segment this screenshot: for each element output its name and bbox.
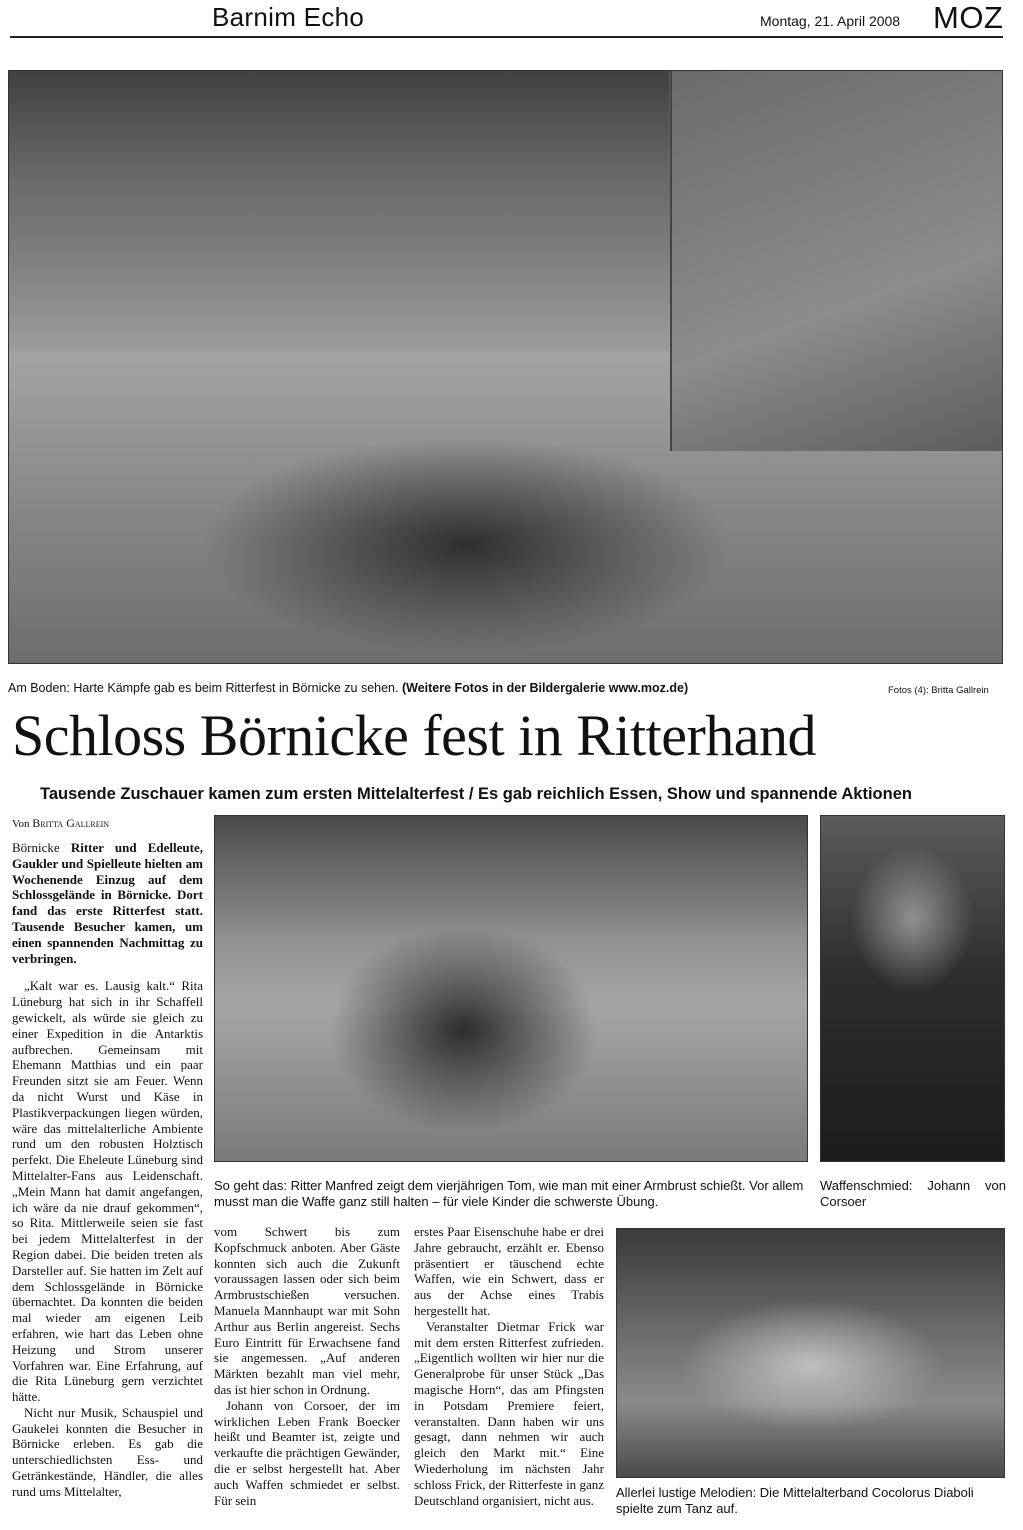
gallery-link[interactable]: (Weitere Fotos in der Bildergalerie www.moz.de)	[401, 681, 689, 695]
paragraph: Veranstalter Dietmar Frick war mit dem ersten Ritterfest zufrieden. „Eigentlich wollten wir hier nur die Generalprobe für unser Stück „Das magische Horn“, das am Pfingsten in Potsdam Premiere feiert, veranstalten. Dann haben wir uns gesagt, dann nehmen wir auch gleich den Markt mit.“ Eine Wiederholung im nächsten Jahr schloss Frick, der Ritterfeste in ganz Deutschland organisiert, nicht aus.	[414, 1318, 604, 1508]
article-headline: Schloss Börnicke fest in Ritterhand	[12, 703, 817, 768]
header-divider	[10, 36, 1003, 38]
photo-tent-area	[670, 71, 1002, 451]
byline-prefix: Von	[12, 818, 30, 830]
weaponsmith-photo-caption: Waffenschmied: Johann von Corsoer	[820, 1178, 1006, 1209]
article-lead	[12, 840, 203, 966]
newspaper-logo: MOZ	[933, 0, 1004, 35]
paragraph: vom Schwert bis zum Kopfschmuck anboten. Aber Gäste konnten sich auch die Zukunft voraussagen lassen oder sich beim Armbrustschießen versuchen. Manuela Mannhaupt war mit Sohn Arthur aus Berlin angereist. Sechs Euro Eintritt für Erwachsene fand sie angemessen. „Auf anderen Märkten bezahlt man viel mehr, das ist hier schon in Ordnung.	[214, 1224, 400, 1397]
article-column-2	[214, 1224, 400, 1508]
section-title: Barnim Echo	[212, 2, 365, 32]
band-photo-caption: Allerlei lustige Melodien: Die Mittelalterband Cocolorus Diaboli spielte zum Tanz auf.	[616, 1485, 974, 1516]
weaponsmith-photo	[820, 815, 1005, 1162]
article-column-1	[12, 840, 203, 1500]
issue-date: Montag, 21. April 2008	[760, 13, 901, 29]
byline-author: Britta Gallrein	[32, 816, 110, 830]
article-subheadline: Tausende Zuschauer kamen zum ersten Mittelalterfest / Es gab reichlich Essen, Show und spannende Aktionen	[40, 785, 912, 803]
paragraph: „Kalt war es. Lausig kalt.“ Rita Lüneburg hat sich in ihr Schaffell gewickelt, als würde sie gleich zu einer Expedition in die Antarktis aufbrechen. Gemeinsam mit Ehemann Matthias und ein paar Freunden sitzt sie am Feuer. Wenn da nicht Wurst und Käse in Plastikverpackungen liegen würden, wäre das mittelalterliche Ambiente rund um den robusten Holztisch perfekt. Die Eheleute Lüneburg sind Mittelalter-Fans aus Leidenschaft. „Mein Mann hat damit angefangen, ich wäre da nie drauf gekommen“, so Rita. Mittlerweile seien sie fast bei jedem Mittelalterfest in der Region dabei. Die beiden treten als Darsteller auf. Sie hatten im Zelt auf dem Schlossgelände in Börnicke übernachtet. Da konnten die beiden mal wieder am eigenen Leib erfahren, wie hart das Leben ohne Heizung und Strom unserer Vorfahren war. Eine Erfahrung, auf die Rita Lüneburg gern verzichtet hätte.	[12, 978, 203, 1405]
photo-crowd-area	[9, 71, 669, 351]
article-column-3	[414, 1224, 604, 1508]
lead-place: Börnicke	[12, 840, 60, 855]
main-photo	[8, 70, 1003, 664]
band-photo	[616, 1228, 1005, 1478]
crossbow-photo-caption: So geht das: Ritter Manfred zeigt dem vierjährigen Tom, wie man mit einer Armbrust schießt. Vor allem musst man die Waffe ganz still halten – für viele Kinder die schwerste Übung.	[214, 1178, 804, 1209]
paragraph: Johann von Corsoer, der im wirklichen Leben Frank Boecker heißt und Beamter ist, zeigte und verkaufte die prächtigen Gewänder, die er selbst hergestellt hat. Aber auch Waffen schmiedet er selbst. Für sein	[214, 1397, 400, 1508]
paragraph: erstes Paar Eisenschuhe habe er drei Jahre gebraucht, erzählt er. Ebenso präsentiert er täuschend echte Waffen, wie ein Schwert, dass er aus der Achse eines Trabis hergestellt hat.	[414, 1224, 604, 1318]
main-photo-caption-text: Am Boden: Harte Kämpfe gab es beim Ritterfest in Börnicke zu sehen.	[8, 681, 399, 695]
photo-credit: Fotos (4): Britta Gallrein	[888, 685, 989, 696]
article-byline	[12, 816, 109, 831]
paragraph: Nicht nur Musik, Schauspiel und Gaukelei konnten die Besucher in Börnicke erleben. Es gab die unterschiedlichsten Ess- und Getränkestände, Händler, die alles rund ums Mittelalter,	[12, 1404, 203, 1499]
lead-text: Ritter und Edelleute, Gaukler und Spielleute hielten am Wochenende Einzug auf dem Schlossgelände in Börnicke. Dort fand das erste Ritterfest statt. Tausende Besucher kamen, um einen spannenden Nachmittag zu verbringen.	[12, 840, 204, 966]
main-photo-caption	[8, 681, 688, 695]
crossbow-photo	[214, 815, 808, 1162]
